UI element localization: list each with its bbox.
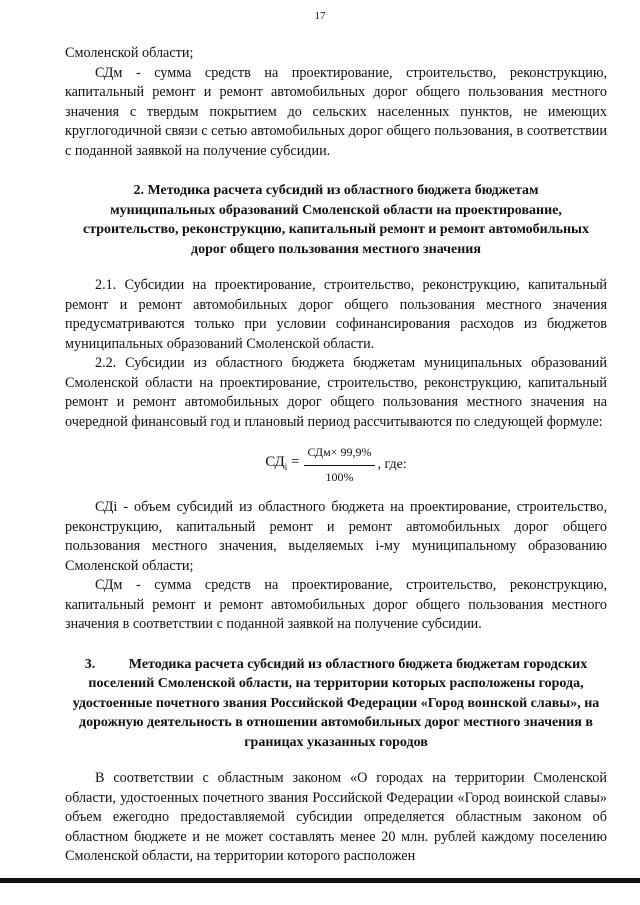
paragraph-section-3: В соответствии с областным законом «О городах на территории Смоленской области, удостоенных почетного звания Российской Федерации «Город воинской славы» объем ежегодно предоставляемой субсидии определяется областным законом об областном бюджете и не может составлять менее 20 млн. рублей каждому поселению Смоленской области, на территории которого расположен: [65, 770, 607, 864]
section-2-heading: 2. Методика расчета субсидий из областного бюджета бюджетам муниципальных образований Смоленской области на проектирование, строительство, реконструкцию, капитальный ремонт и ремонт автомобильных дорог общего пользования местного значения: [83, 183, 589, 257]
paragraph-sdi-definition: СДi - объем субсидий из областного бюджета на проектирование, строительство, реконструкцию, капитальный ремонт и ремонт автомобильных дорог общего пользования местного значения, выделяемых i-му муниципальному образованию Смоленской области;: [65, 499, 607, 574]
section-3-title: Методика расчета субсидий из областного бюджета бюджетам городских поселений Смоленской области, на территории которых расположены города, удостоенные почетного звания Российской Федерации «Город воинской славы», на дорожную деятельность в отношении автомобильных дорог местного значения в границах указанных городов: [72, 656, 600, 750]
paragraph-sdm-definition-2: СДм - сумма средств на проектирование, строительство, реконструкцию, капитальный ремонт и ремонт автомобильных дорог общего пользования местного значения в соответствии с поданной заявкой на получение субсидии.: [65, 577, 607, 632]
paragraph-sdm-definition: СДм - сумма средств на проектирование, строительство, реконструкцию, капитальный ремонт и ремонт автомобильных дорог общего пользования местного значения с твердым покрытием до сельских населенных пунктов, не имеющих круглогодичной связи с сетью автомобильных дорог общего пользования, в соответствии с поданной заявкой на получение субсидии.: [65, 64, 607, 159]
formula-denominator: 100%: [325, 469, 354, 484]
section-3-number: 3.: [84, 656, 96, 672]
formula: [65, 436, 607, 494]
paragraph-continuation: Смоленской области;: [65, 45, 194, 61]
page-number: 17: [314, 10, 326, 22]
paragraph-2-1: 2.1. Субсидии на проектирование, строительство, реконструкцию, капитальный ремонт и ремонт автомобильных дорог общего пользования местного значения предусматриваются только при условии софинансирования расходов из бюджетов муниципальных образований Смоленской области.: [65, 277, 607, 352]
formula-lhs: [265, 453, 299, 478]
formula-fraction: [304, 443, 376, 487]
section-3-heading: [65, 655, 607, 753]
formula-equals: =: [287, 453, 300, 470]
formula-numerator: СДм× 99,9%: [304, 443, 376, 466]
document-body: [65, 44, 607, 867]
bottom-rule: [0, 878, 640, 883]
formula-lhs-symbol: СД: [265, 453, 285, 470]
formula-suffix: , где:: [377, 457, 407, 473]
formula-lhs-subscript: i: [284, 461, 288, 472]
paragraph-2-2: 2.2. Субсидии из областного бюджета бюджетам муниципальных образований Смоленской области на проектирование, строительство, реконструкцию, капитальный ремонт и ремонт автомобильных дорог общего пользования местного значения на очередной финансовый год и плановый период рассчитываются по следующей формуле:: [65, 355, 607, 430]
